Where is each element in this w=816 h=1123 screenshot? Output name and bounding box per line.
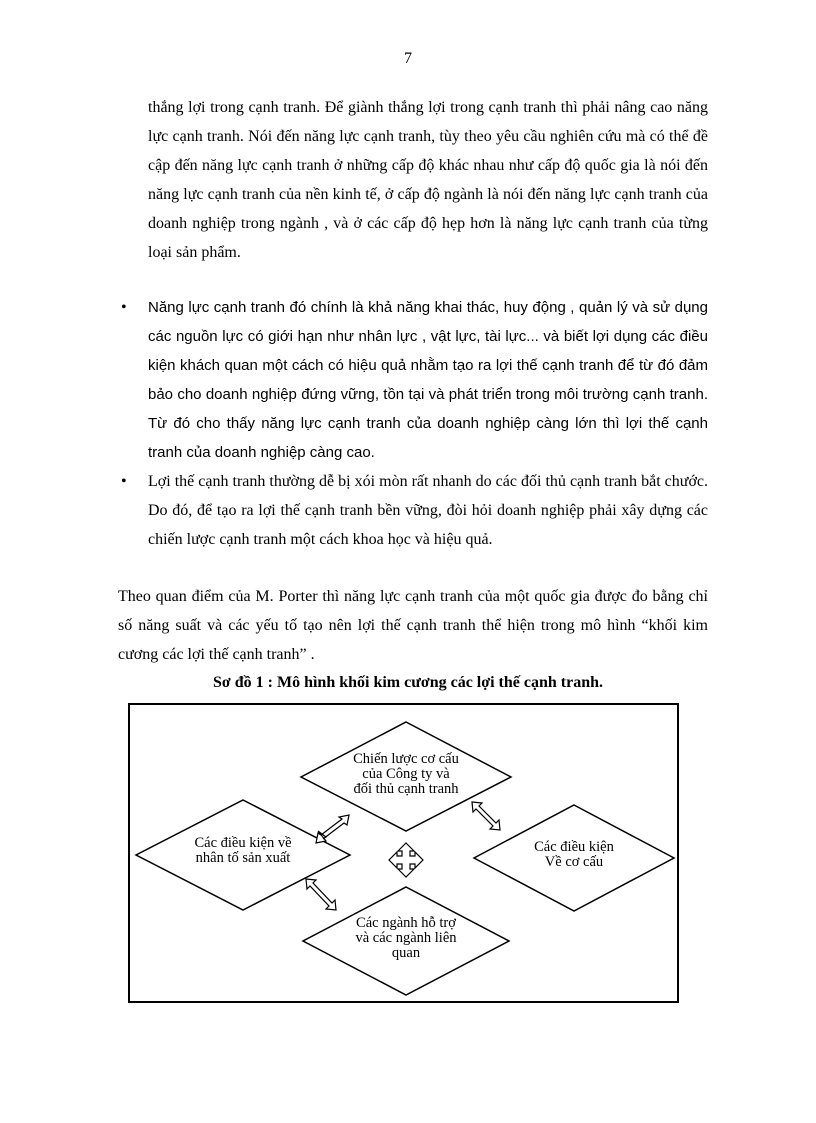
bullet-1-marker: •: [121, 299, 127, 316]
bullet-1-text: Năng lực cạnh tranh đó chính là khả năng khai thác, huy động , quản lý và sử dụng các nguồn lực có giới hạn như nhân lực , vật lực, tài lực... và biết lợi dụng các điều kiện khách quan một cách có hiệu quả nhằm tạo ra lợi thế cạnh tranh để từ đó đảm bảo cho doanh nghiệp đứng vững, tồn tại và phát triển trong môi trường cạnh tranh. Từ đó cho thấy năng lực cạnh tranh của doanh nghiệp càng lớn thì lợi thế cạnh tranh của doanh nghiệp càng cao.: [148, 299, 708, 461]
node-top-line-1: Chiến lược cơ cấu: [353, 751, 459, 767]
node-bottom-line-2: và các ngành liên: [355, 930, 457, 946]
node-bottom-line-3: quan: [391, 945, 421, 961]
node-right-line-1: Các điều kiện: [534, 839, 614, 855]
node-bottom-label: [341, 916, 471, 961]
node-left-line-1: Các điều kiện về: [194, 835, 292, 851]
cross-arrow: [389, 843, 423, 877]
paragraph-porter: Theo quan điểm của M. Porter thì năng lực cạnh tranh của một quốc gia được đo bằng chỉ số năng suất và các yếu tố tạo nên lợi thế cạnh tranh thể hiện trong mô hình “khối kim cương các lợi thế cạnh tranh” .: [118, 588, 708, 663]
node-bottom-line-1: Các ngành hỗ trợ: [356, 915, 456, 931]
diagram-caption: Sơ đồ 1 : Mô hình khối kim cương các lợi thế cạnh tranh.: [212, 674, 603, 691]
node-left-label: [178, 836, 308, 866]
arrow-left-bottom: [306, 879, 336, 910]
diamond-diagram: [128, 703, 679, 1003]
bullet-2-text: Lợi thế cạnh tranh thường dễ bị xói mòn rất nhanh do các đối thủ cạnh tranh bắt chước. Do đó, để tạo ra lợi thế cạnh tranh bền vững, đòi hỏi doanh nghiệp phải xây dựng các chiến lược cạnh tranh một cách khoa học và hiệu quả.: [148, 473, 708, 548]
node-top-line-2: của Công ty và: [362, 766, 450, 782]
paragraph-intro: thắng lợi trong cạnh tranh. Để giành thắng lợi trong cạnh tranh thì phải nâng cao năng lực cạnh tranh. Nói đến năng lực cạnh tranh, tùy theo yêu cầu nghiên cứu mà có thể đề cập đến năng lực cạnh tranh ở những cấp độ khác nhau như cấp độ quốc gia là nói đến năng lực cạnh tranh của nền kinh tế, ở cấp độ ngành là nói đến năng lực cạnh tranh của doanh nghiệp trong ngành , và ở các cấp độ hẹp hơn là năng lực cạnh tranh của từng loại sản phẩm.: [148, 99, 708, 261]
arrow-left-top: [316, 815, 349, 843]
arrow-top-right: [472, 802, 500, 830]
page-number: 7: [404, 50, 412, 67]
node-top-line-3: đối thủ cạnh tranh: [353, 781, 459, 797]
node-right-line-2: Về cơ cấu: [544, 854, 604, 870]
bullet-2-marker: •: [121, 473, 127, 490]
node-top-label: [336, 752, 476, 797]
node-right-label: [519, 840, 629, 870]
node-left-line-2: nhân tố sản xuất: [195, 850, 291, 866]
